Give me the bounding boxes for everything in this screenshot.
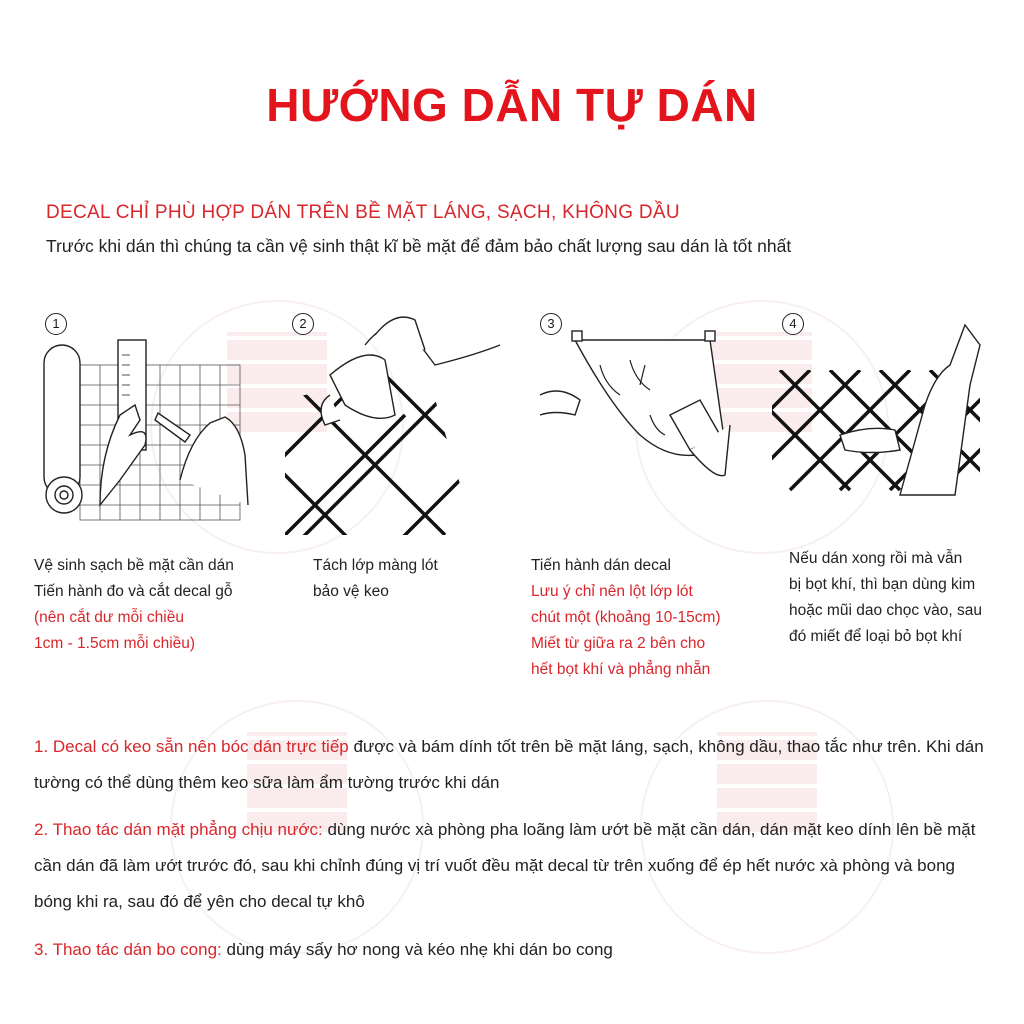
note-1 (34, 729, 984, 801)
caption-note-line: hết bọt khí và phẳng nhẵn (531, 661, 711, 678)
note-text: được và bám dính tốt trên bề mặt láng, sạch, không dầu, thao tắc như trên. Khi dán tường có thể dùng thêm keo sữa làm ẩm tường trước khi dán (34, 737, 984, 792)
section-subheading: DECAL CHỈ PHÙ HỢP DÁN TRÊN BỀ MẶT LÁNG, SẠCH, KHÔNG DẦU (46, 202, 680, 223)
caption-line: bảo vệ keo (313, 583, 389, 600)
step-1-caption (34, 553, 234, 657)
caption-note-line: 1cm - 1.5cm mỗi chiều) (34, 635, 196, 652)
step-number: 3 (540, 313, 562, 335)
step-1-illustration (40, 305, 270, 535)
step-number: 4 (782, 313, 804, 335)
step-3-illustration (530, 305, 760, 535)
apply-decal-drawing (530, 305, 760, 535)
caption-line: Vệ sinh sạch bề mặt cần dán (34, 557, 234, 574)
note-2 (34, 812, 984, 920)
caption-line: bị bọt khí, thì bạn dùng kim (789, 576, 976, 593)
page-title: HƯỚNG DẪN TỰ DÁN (266, 79, 758, 131)
step-4-caption (789, 546, 982, 650)
caption-line: Nếu dán xong rồi mà vẫn (789, 550, 963, 567)
note-highlight: 3. Thao tác dán bo cong: (34, 940, 222, 959)
caption-line: Tiến hành dán decal (531, 557, 671, 574)
step-3-caption (531, 553, 721, 683)
note-highlight: 1. Decal có keo sẵn nên bóc dán trực tiếp (34, 737, 349, 756)
caption-note-line: (nên cắt dư mỗi chiều (34, 609, 184, 626)
caption-line: hoặc mũi dao chọc vào, sau (789, 602, 983, 619)
note-3 (34, 932, 984, 968)
step-4-illustration (770, 305, 1000, 535)
caption-line: Tiến hành đo và cắt decal gỗ (34, 583, 233, 600)
caption-line: đó miết để loại bỏ bọt khí (789, 628, 963, 645)
note-text: dùng nước xà phòng pha loãng làm ướt bề mặt cần dán, dán mặt keo dính lên bề mặt cần dán đã làm ướt trước đó, sau khi chỉnh đúng vị trí vuốt đều mặt decal từ trên xuống để ép hết nước xà phòng và bong bóng khi ra, sau đó để yên cho decal tự khô (34, 820, 976, 911)
peel-backing-drawing (275, 305, 505, 535)
measure-cut-decal-drawing (40, 305, 270, 535)
note-highlight: 2. Thao tác dán mặt phẳng chịu nước: (34, 820, 323, 839)
caption-line: Tách lớp màng lót (313, 557, 438, 574)
step-2-caption (313, 553, 438, 605)
note-text: dùng máy sấy hơ nong và kéo nhẹ khi dán bo cong (221, 940, 613, 959)
remove-bubbles-drawing (770, 305, 1000, 535)
caption-note-line: Miết từ giữa ra 2 bên cho (531, 635, 706, 652)
step-number: 1 (45, 313, 67, 335)
caption-note-line: chút một (khoảng 10-15cm) (531, 609, 721, 626)
step-2-illustration (275, 305, 505, 535)
step-number: 2 (292, 313, 314, 335)
caption-note-line: Lưu ý chỉ nên lột lớp lót (531, 583, 693, 600)
intro-text: Trước khi dán thì chúng ta cần vệ sinh thật kĩ bề mặt để đảm bảo chất lượng sau dán là tốt nhất (46, 236, 792, 256)
